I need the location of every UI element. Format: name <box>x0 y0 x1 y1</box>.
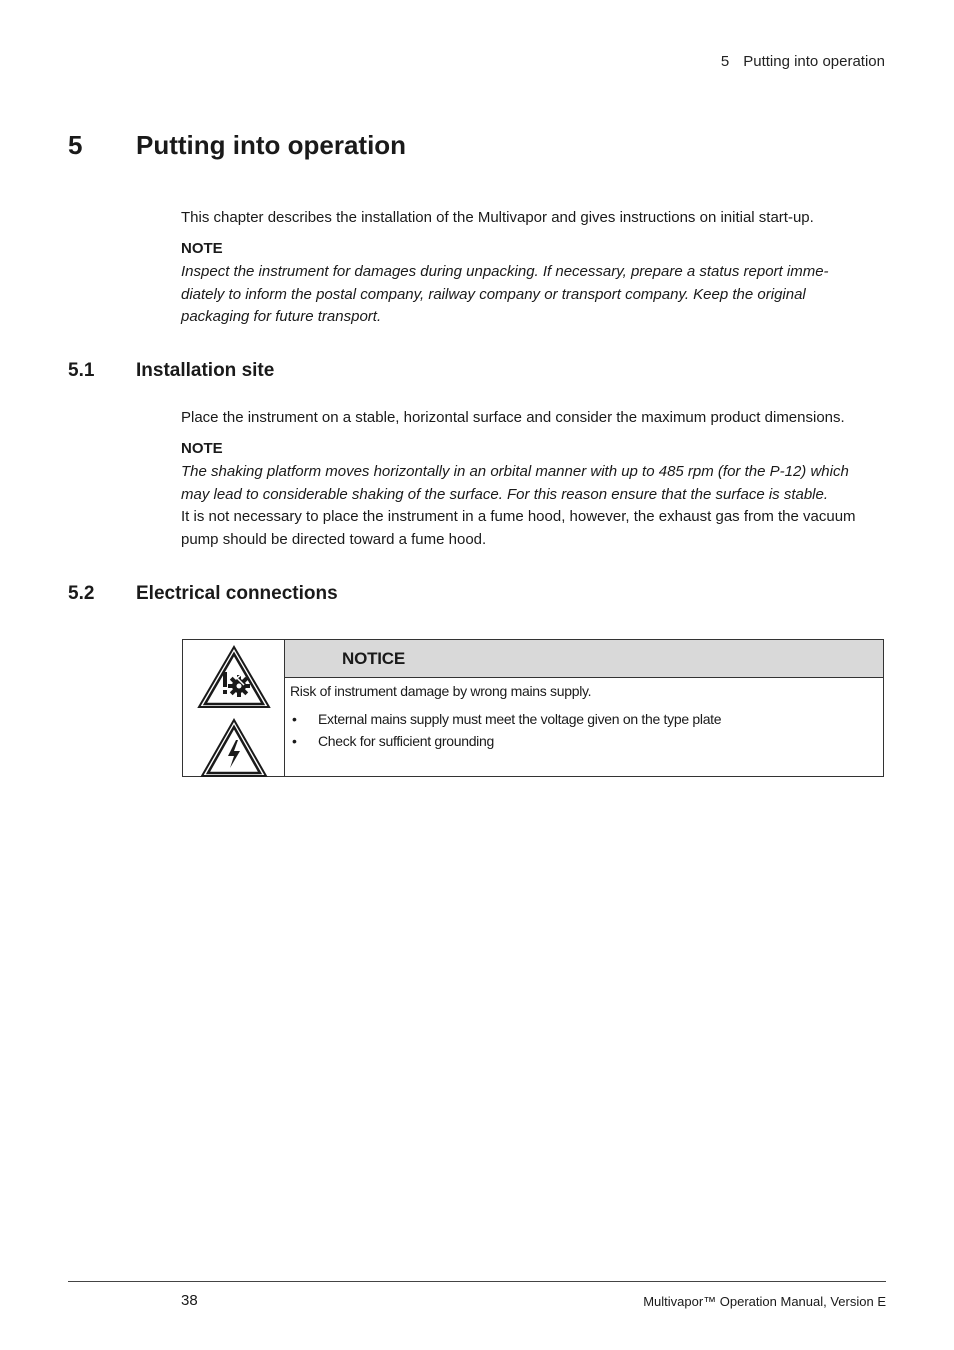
section-title: Installation site <box>136 360 275 381</box>
notice-icons-column <box>183 640 285 776</box>
chapter-number: 5 <box>68 130 83 160</box>
section-number: 5.2 <box>68 583 95 604</box>
chapter-intro: This chapter describes the installation of the Multivapor and gives instructions on initial start-up. <box>181 209 814 226</box>
chapter-note-text <box>181 261 886 329</box>
section-heading-electrical-connections <box>68 583 338 605</box>
section-number: 5.1 <box>68 360 95 381</box>
chapter-note-line: diately to inform the postal company, railway company or transport company. Keep the original <box>181 285 806 303</box>
instrument-damage-warning-icon <box>197 645 271 714</box>
installation-site-note-text <box>181 461 886 506</box>
running-header <box>721 53 885 70</box>
installation-site-note-line: The shaking platform moves horizontally in an orbital manner with up to 485 rpm (for the P-12) which <box>181 463 849 480</box>
notice-risk-text: Risk of instrument damage by wrong mains supply. <box>290 683 592 699</box>
page-number: 38 <box>181 1292 198 1309</box>
section-heading-installation-site <box>68 360 274 382</box>
notice-body <box>285 678 883 752</box>
chapter-note-line: Inspect the instrument for damages during unpacking. If necessary, prepare a status report imme- <box>181 263 829 280</box>
notice-content <box>285 640 883 776</box>
installation-site-paragraph: Place the instrument on a stable, horizontal surface and consider the maximum product dimensions. <box>181 409 845 426</box>
list-item <box>290 708 877 730</box>
chapter-note-line: packaging for future transport. <box>181 308 382 325</box>
notice-heading: NOTICE <box>285 640 883 678</box>
section-title: Electrical connections <box>136 583 338 604</box>
footer-divider <box>68 1281 886 1282</box>
bullet: • <box>292 733 297 749</box>
bullet: • <box>292 711 297 727</box>
electrical-hazard-warning-icon <box>200 718 268 783</box>
notice-list <box>290 708 877 752</box>
list-item <box>290 730 877 752</box>
chapter-note-label: NOTE <box>181 240 223 257</box>
list-item-text: Check for sufficient grounding <box>318 733 494 749</box>
chapter-title: Putting into operation <box>136 130 407 160</box>
list-item-text: External mains supply must meet the voltage given on the type plate <box>318 711 722 727</box>
installation-site-note-label: NOTE <box>181 440 223 457</box>
footer-doc-title: Multivapor™ Operation Manual, Version E <box>643 1294 886 1309</box>
fume-hood-line: It is not necessary to place the instrument in a fume hood, however, the exhaust gas from the vacuum <box>181 508 856 525</box>
chapter-heading <box>68 130 406 161</box>
running-header-chapter-title: Putting into operation <box>743 53 885 70</box>
fume-hood-paragraph <box>181 506 886 551</box>
fume-hood-line: pump should be directed toward a fume hood. <box>181 530 487 548</box>
notice-box <box>182 639 884 777</box>
installation-site-note-line: may lead to considerable shaking of the surface. For this reason ensure that the surface is stable. <box>181 485 829 503</box>
running-header-chapter-number: 5 <box>720 53 730 70</box>
